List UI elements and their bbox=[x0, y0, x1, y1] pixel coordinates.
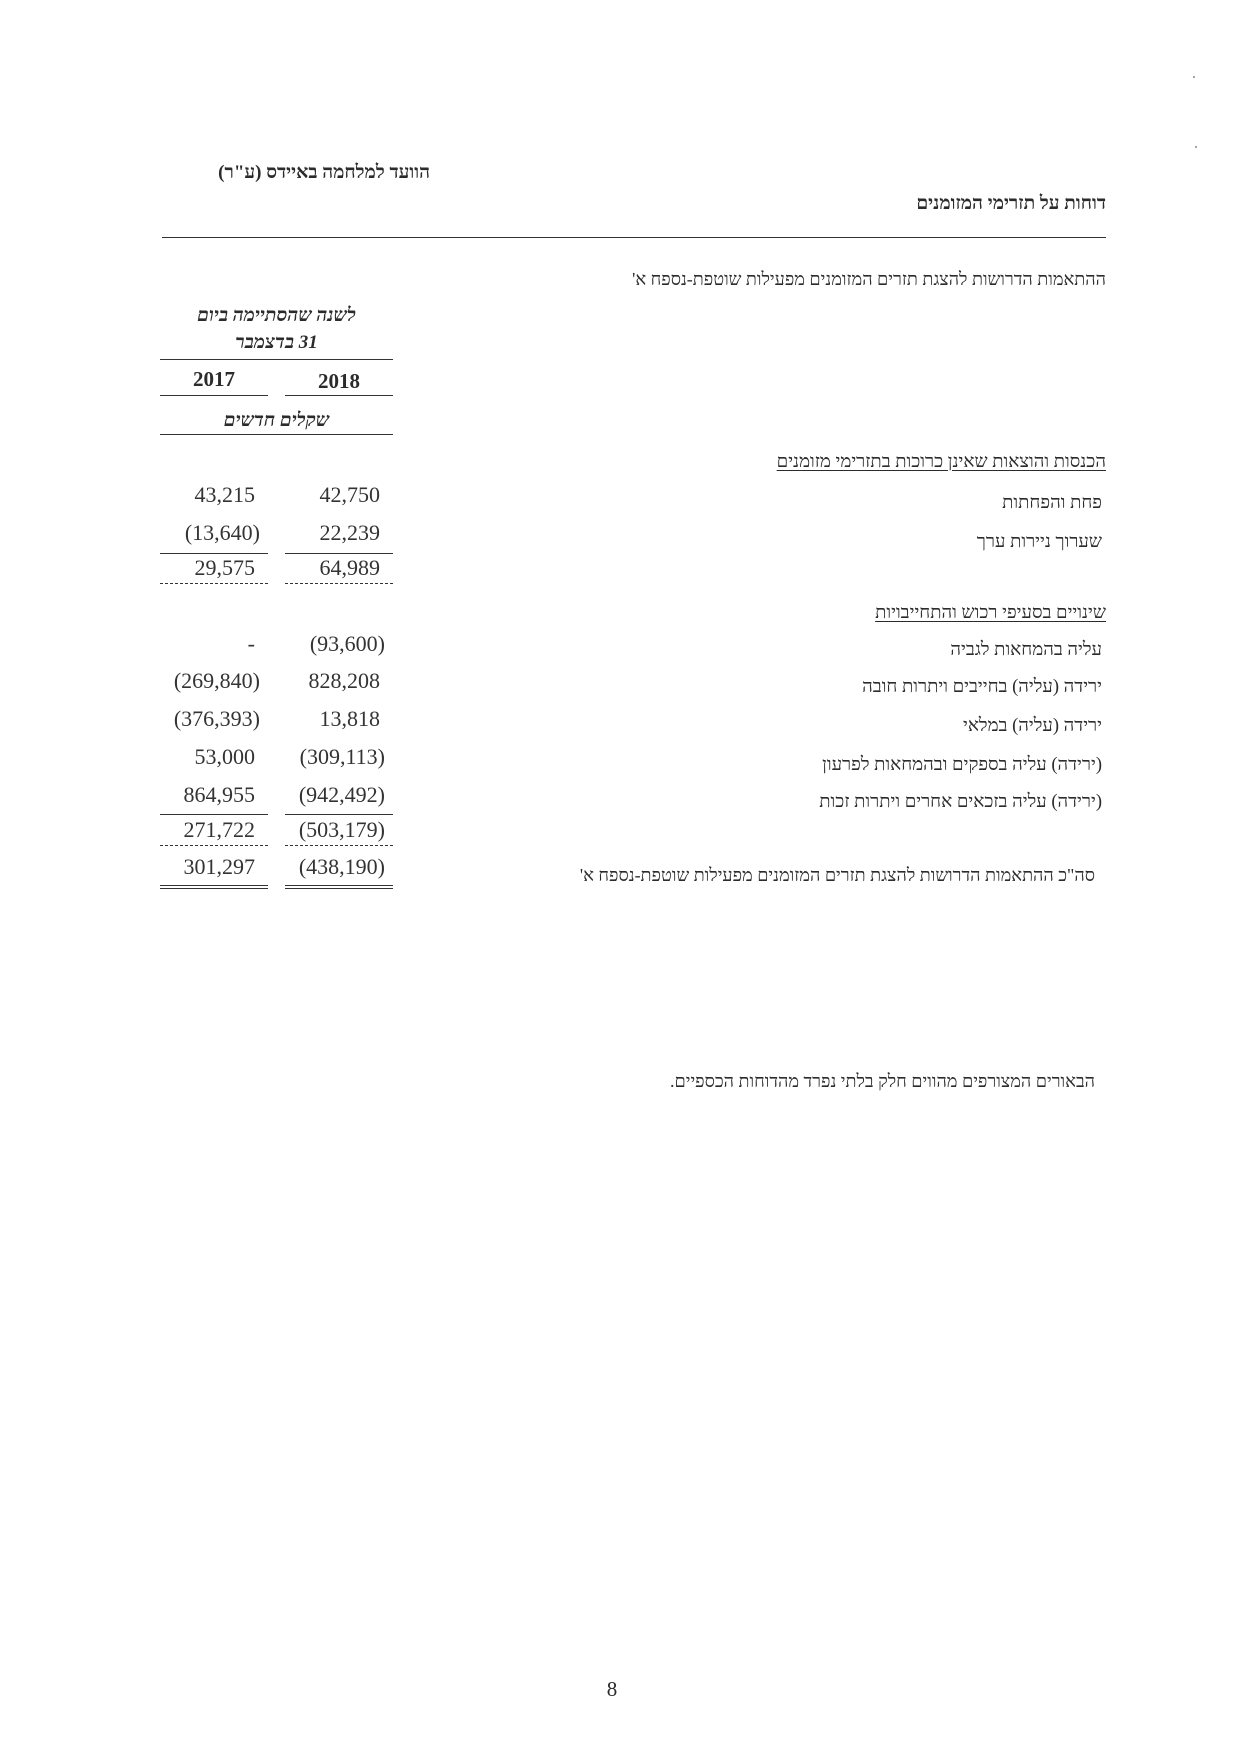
subtotal-2018-noncash: 64,989 bbox=[319, 555, 380, 580]
value-2017-receivables: (269,840) bbox=[173, 668, 260, 693]
year-2017-rule bbox=[160, 395, 268, 396]
value-2018-other-payables: (942,492) bbox=[298, 782, 385, 807]
value-2018-checks-receivable: (93,600) bbox=[309, 631, 385, 656]
subtotal-2017-working-capital: 271,722 bbox=[183, 817, 255, 842]
row-label-receivables: ירידה (עליה) בחייבים ויתרות חובה bbox=[862, 677, 1102, 697]
row-label-inventory: ירידה (עליה) במלאי bbox=[962, 716, 1102, 736]
period-header-line1: לשנה שהסתיימה ביום bbox=[197, 305, 356, 326]
organization-name: הוועד למלחמה באיידס (ע"ר) bbox=[218, 162, 430, 183]
footnote: הבאורים המצורפים מהווים חלק בלתי נפרד מהדוחות הכספיים. bbox=[670, 1071, 1095, 1091]
subtotal-rule-2018 bbox=[285, 553, 393, 554]
scan-speck bbox=[1193, 76, 1195, 78]
year-2018-rule bbox=[285, 395, 393, 396]
value-2018-depreciation: 42,750 bbox=[319, 482, 380, 507]
subtotal-rule-2017 bbox=[160, 814, 268, 815]
value-2017-securities-revaluation: (13,640) bbox=[184, 520, 260, 545]
period-header-line2: 31 בדצמבר bbox=[235, 332, 318, 353]
header-divider bbox=[162, 237, 1106, 238]
year-2017-header: 2017 bbox=[193, 367, 235, 391]
section-heading-working-capital: שינויים בסעיפי רכוש והתחייבויות bbox=[875, 603, 1106, 623]
currency-rule bbox=[160, 434, 393, 435]
subtotal-rule-2017 bbox=[160, 553, 268, 554]
page-number: 8 bbox=[606, 1677, 618, 1701]
currency-header: שקלים חדשים bbox=[223, 410, 330, 431]
row-label-other-payables: (ירידה) עליה בזכאים אחרים ויתרות זכות bbox=[819, 792, 1102, 812]
total-2017: 301,297 bbox=[183, 854, 255, 879]
section-heading-noncash: הכנסות והוצאות שאינן כרוכות בתזרימי מזומנים bbox=[776, 452, 1106, 472]
subtotal-dashed-rule-2017 bbox=[160, 845, 268, 846]
row-label-securities-revaluation: שערוך ניירות ערך bbox=[976, 532, 1102, 552]
subtotal-dashed-rule-2018 bbox=[285, 583, 393, 584]
subtotal-2017-noncash: 29,575 bbox=[194, 555, 255, 580]
value-2018-receivables: 828,208 bbox=[308, 668, 380, 693]
total-double-rule-2018 bbox=[285, 885, 393, 889]
year-2018-header: 2018 bbox=[318, 369, 360, 393]
total-label: סה"כ ההתאמות הדרושות להצגת תזרים המזומנים מפעילות שוטפת-נספח א' bbox=[579, 865, 1095, 885]
total-double-rule-2017 bbox=[160, 885, 268, 889]
period-header-rule bbox=[160, 359, 393, 360]
report-title: דוחות על תזרימי המזומנים bbox=[916, 193, 1106, 214]
subtotal-dashed-rule-2018 bbox=[285, 845, 393, 846]
value-2017-suppliers: 53,000 bbox=[194, 744, 255, 769]
subtotal-rule-2018 bbox=[285, 814, 393, 815]
subtotal-dashed-rule-2017 bbox=[160, 583, 268, 584]
value-2017-depreciation: 43,215 bbox=[194, 482, 255, 507]
value-2017-inventory: (376,393) bbox=[173, 706, 260, 731]
row-label-suppliers: (ירידה) עליה בספקים ובהמחאות לפרעון bbox=[822, 755, 1102, 775]
row-label-depreciation: פחת והפחתות bbox=[1002, 493, 1102, 513]
value-2017-other-payables: 864,955 bbox=[183, 782, 255, 807]
value-2017-checks-receivable: - bbox=[247, 631, 255, 656]
value-2018-securities-revaluation: 22,239 bbox=[319, 520, 380, 545]
value-2018-suppliers: (309,113) bbox=[299, 744, 385, 769]
row-label-checks-receivable: עליה בהמחאות לגביה bbox=[950, 640, 1102, 660]
subtotal-2018-working-capital: (503,179) bbox=[298, 817, 385, 842]
value-2018-inventory: 13,818 bbox=[319, 706, 380, 731]
statement-title: ההתאמות הדרושות להצגת תזרים המזומנים מפעילות שוטפת-נספח א' bbox=[632, 269, 1106, 289]
scan-speck bbox=[1195, 146, 1197, 148]
total-2018: (438,190) bbox=[298, 854, 385, 879]
